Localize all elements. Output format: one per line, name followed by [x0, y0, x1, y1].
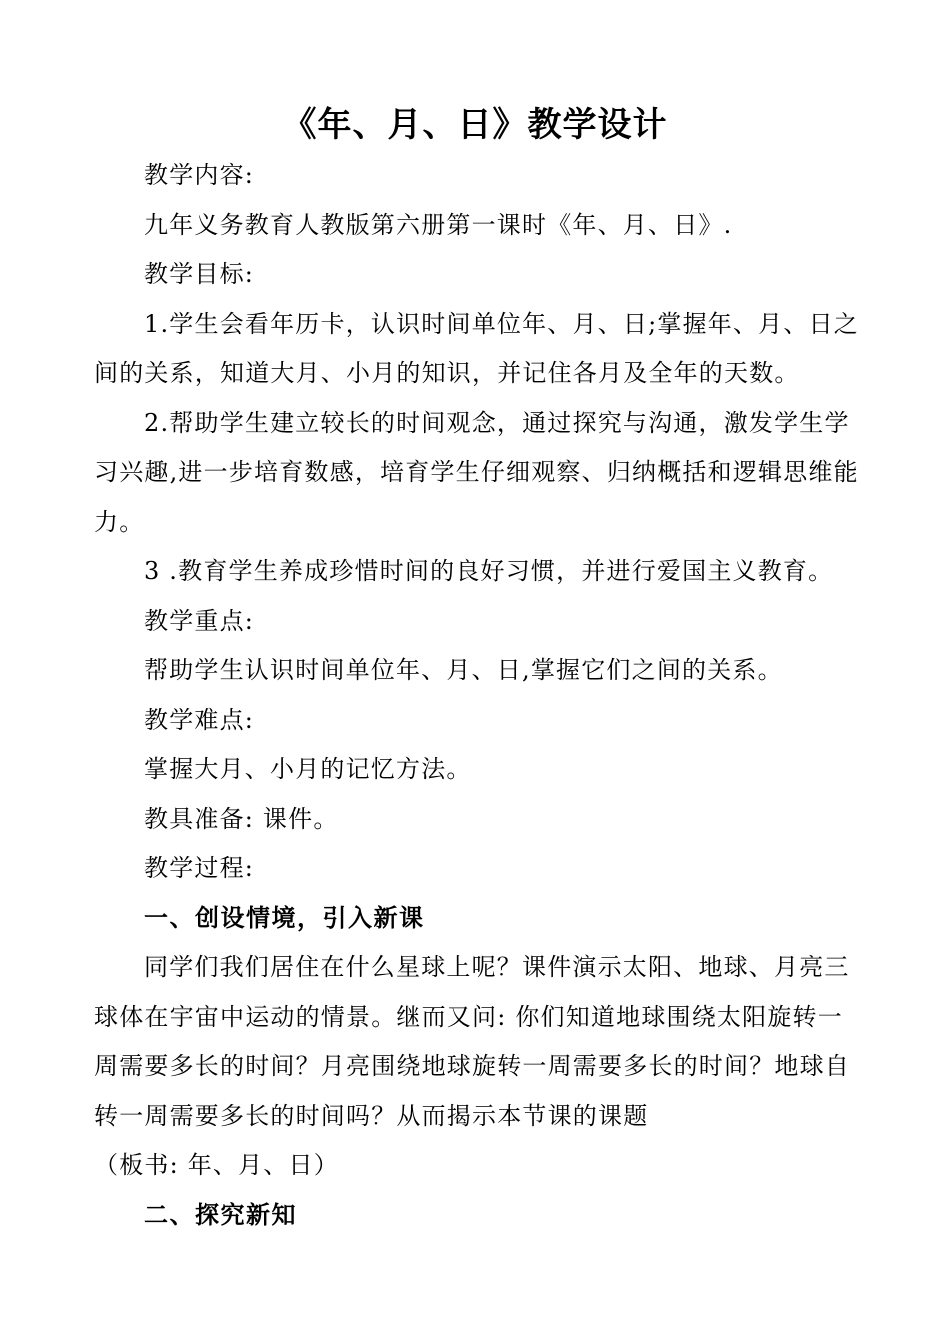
heading-difficulties: 教学难点:: [144, 705, 255, 734]
section-heading-2: 二、探究新知: [144, 1200, 297, 1229]
document-title: 《年、月、日》教学设计: [282, 105, 668, 145]
paragraph-teaching-content: 九年义务教育人教版第六册第一课时《年、月、日》.: [144, 210, 733, 239]
section-heading-1: 一、创设情境，引入新课: [144, 903, 425, 932]
paragraph-teaching-aids: 教具准备: 课件。: [144, 804, 339, 833]
paragraph-goal-2: 2.帮助学生建立较长的时间观念，通过探究与沟通，激发学生学习兴趣,进一步培育数感，培育学生仔细观察、归纳概括和逻辑思维能力。: [94, 408, 859, 536]
paragraph-goal-3: 3 .教育学生养成珍惜时间的良好习惯，并进行爱国主义教育。: [144, 557, 834, 585]
heading-teaching-content: 教学内容:: [144, 161, 255, 189]
paragraph-section-1: 同学们我们居住在什么星球上呢？课件演示太阳、地球、月亮三球体在宇宙中运动的情景。继而又问: 你们知道地球围绕太阳旋转一周需要多长的时间？月亮围绕地球旋转一周需要多长的时间？地球自转一周需要多长的时间吗？从而揭示本节课的课题: [94, 953, 850, 1130]
document-body: [94, 151, 864, 1240]
paragraph-goal-1: 1.学生会看年历卡，认识时间单位年、月、日;掌握年、月、日之间的关系，知道大月、小月的知识，并记住各月及全年的天数。: [94, 309, 859, 387]
heading-teaching-goals: 教学目标:: [144, 260, 255, 288]
paragraph-difficulties: 掌握大月、小月的记忆方法。: [144, 755, 472, 783]
paragraph-board-note: （板书: 年、月、日）: [94, 1151, 339, 1179]
heading-key-points: 教学重点:: [144, 606, 255, 635]
heading-teaching-process: 教学过程:: [144, 854, 255, 882]
paragraph-key-points: 帮助学生认识时间单位年、月、日,掌握它们之间的关系。: [144, 656, 783, 684]
